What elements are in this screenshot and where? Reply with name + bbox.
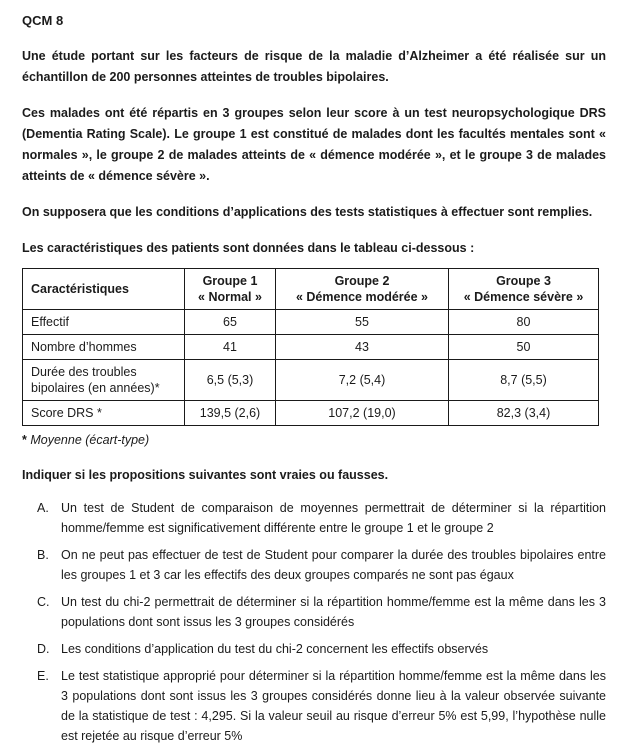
- row-label-effectif: Effectif: [23, 310, 185, 335]
- duree-groupe-3: 8,7 (5,5): [449, 360, 599, 401]
- intro-paragraph-2: Ces malades ont été répartis en 3 groupes selon leur score à un test neuropsychologique DRS (Dementia Rating Scale). Le groupe 1 est constitué de malades dont les facultés mentales sont « normales », le groupe 2 de malades atteints de « démence modérée », et le groupe 3 de malades atteints de « démence sévère ».: [22, 106, 606, 183]
- proposition-c: [22, 592, 606, 632]
- proposition-b-letter: B.: [37, 548, 49, 562]
- effectif-groupe-1: 65: [185, 310, 276, 335]
- table-header-row: [23, 269, 599, 310]
- proposition-e-text: Le test statistique approprié pour déterminer si la répartition homme/femme est la même dans les 3 populations dont sont issus les 3 groupes considérés donne lieu à la valeur observée suivante de la statistique de test : 4,295. Si la valeur seuil au risque d’erreur 5% est 5,99, l’hypothèse nulle est rejetée au risque d’erreur 5%: [61, 669, 606, 743]
- table-footnote: [22, 432, 606, 448]
- proposition-a: [22, 498, 606, 538]
- header-groupe-2-title: Groupe 2: [334, 274, 390, 288]
- proposition-a-text: Un test de Student de comparaison de moyennes permettrait de déterminer si la répartition homme/femme est significativement différente entre le groupe 1 et le groupe 2: [61, 501, 606, 535]
- header-groupe-1-title: Groupe 1: [202, 274, 258, 288]
- header-caracteristiques: [23, 269, 185, 310]
- footnote-marker: *: [22, 433, 27, 447]
- header-groupe-2-subtitle: « Démence modérée »: [295, 290, 428, 304]
- proposition-b-text: On ne peut pas effectuer de test de Student pour comparer la durée des troubles bipolaires entre les groupes 1 et 3 car les effectifs des deux groupes comparés ne sont pas égaux: [61, 548, 606, 582]
- effectif-groupe-2: 55: [276, 310, 449, 335]
- duree-groupe-2: 7,2 (5,4): [276, 360, 449, 401]
- score-drs-groupe-3: 82,3 (3,4): [449, 401, 599, 426]
- proposition-a-letter: A.: [37, 501, 49, 515]
- table-row-duree: [23, 360, 599, 401]
- intro-paragraph-3: On supposera que les conditions d’applications des tests statistiques à effectuer sont remplies.: [22, 205, 593, 219]
- duree-groupe-1: 6,5 (5,3): [185, 360, 276, 401]
- header-groupe-3-title: Groupe 3: [496, 274, 551, 288]
- table-row-effectif: [23, 310, 599, 335]
- score-drs-groupe-2: 107,2 (19,0): [276, 401, 449, 426]
- header-groupe-1-subtitle: « Normal »: [198, 290, 262, 304]
- proposition-d-text: Les conditions d’application du test du chi-2 concernent les effectifs observés: [61, 642, 489, 656]
- footnote-text: Moyenne (écart-type): [30, 433, 150, 447]
- proposition-e: [22, 666, 606, 746]
- intro-paragraph-1: Une étude portant sur les facteurs de risque de la maladie d’Alzheimer a été réalisée sur un échantillon de 200 personnes atteintes de troubles bipolaires.: [22, 49, 606, 84]
- effectif-groupe-3: 80: [449, 310, 599, 335]
- header-groupe-3: [449, 269, 599, 310]
- hommes-groupe-2: 43: [276, 335, 449, 360]
- header-groupe-2: [276, 269, 449, 310]
- propositions-intro: Indiquer si les propositions suivantes sont vraies ou fausses.: [22, 468, 389, 482]
- row-label-hommes: Nombre d’hommes: [23, 335, 185, 360]
- proposition-d: [22, 639, 606, 659]
- intro-paragraph-4: Les caractéristiques des patients sont données dans le tableau ci-dessous :: [22, 241, 475, 255]
- proposition-e-letter: E.: [37, 669, 49, 683]
- score-drs-groupe-1: 139,5 (2,6): [185, 401, 276, 426]
- table-row-score-drs: [23, 401, 599, 426]
- proposition-b: [22, 545, 606, 585]
- patients-table: [22, 268, 599, 426]
- proposition-c-text: Un test du chi-2 permettrait de déterminer si la répartition homme/femme est la même dans les 3 populations dont sont issus les 3 groupes considérés: [61, 595, 606, 629]
- row-label-duree: Durée des troubles bipolaires (en années)*: [23, 360, 185, 401]
- header-groupe-1: [185, 269, 276, 310]
- hommes-groupe-1: 41: [185, 335, 276, 360]
- table-row-hommes: [23, 335, 599, 360]
- hommes-groupe-3: 50: [449, 335, 599, 360]
- page-title: QCM 8: [22, 13, 64, 28]
- row-label-score-drs: Score DRS *: [23, 401, 185, 426]
- proposition-d-letter: D.: [37, 642, 50, 656]
- header-groupe-3-subtitle: « Démence sévère »: [463, 290, 584, 304]
- header-caracteristiques-label: Caractéristiques: [31, 282, 129, 296]
- proposition-c-letter: C.: [37, 595, 50, 609]
